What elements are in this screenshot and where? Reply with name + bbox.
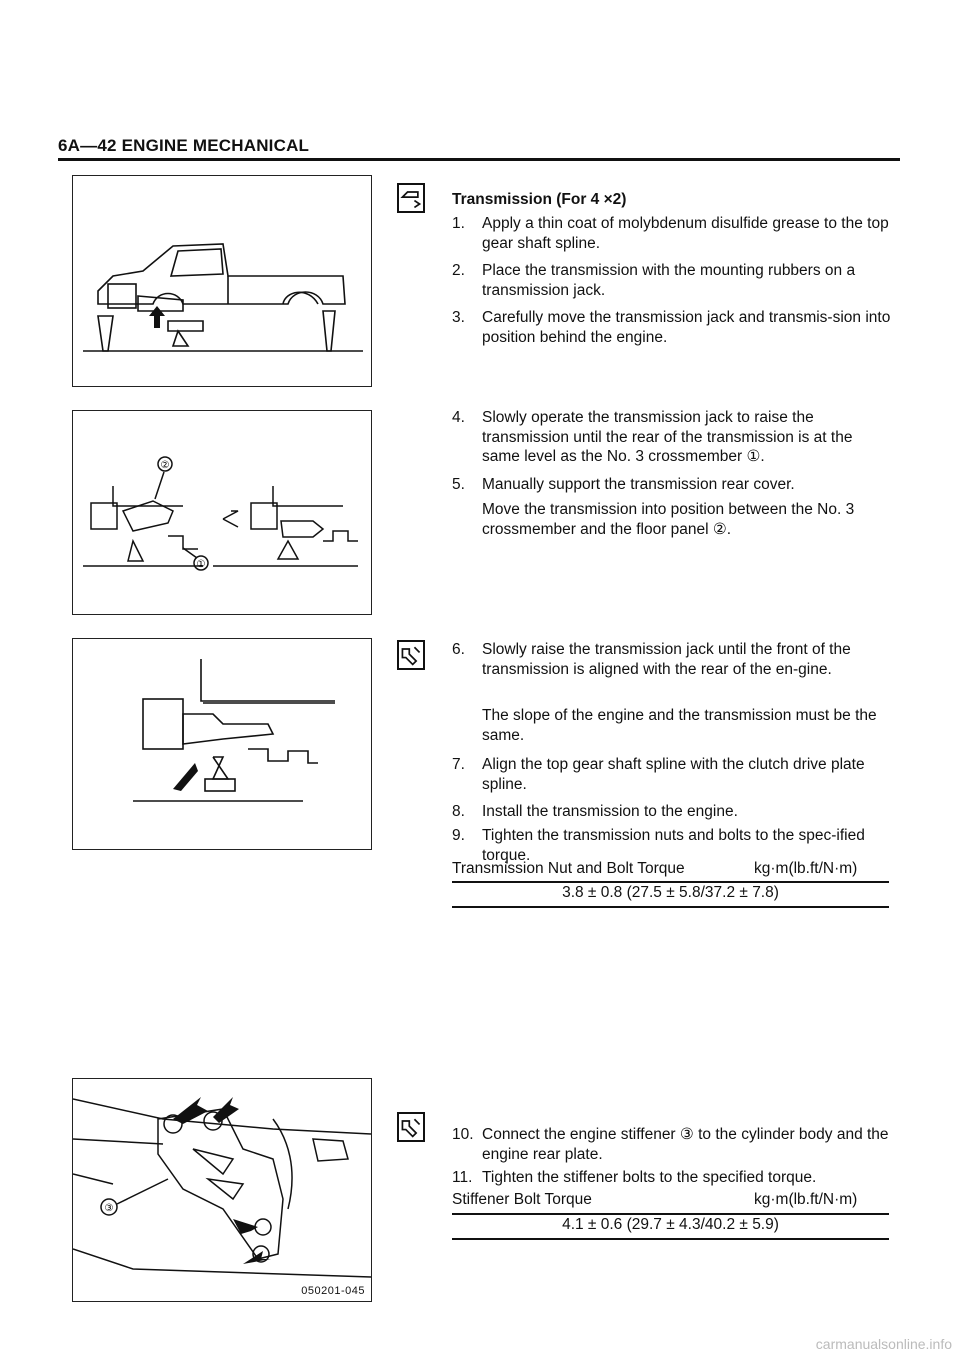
- step-item: [452, 755, 897, 795]
- step-number: 8.: [452, 803, 465, 820]
- step-text: Move the transmission into position between the No. 3 crossmember and the floor panel ②.: [482, 501, 855, 538]
- spec-unit: kg·m(lb.ft/N·m): [754, 860, 858, 877]
- step-item: [452, 408, 897, 468]
- step-number: 7.: [452, 756, 465, 773]
- step-item: [452, 214, 897, 254]
- install-icon: [397, 183, 425, 213]
- step-item: [452, 500, 897, 540]
- callout-1: ①: [196, 559, 206, 570]
- spec-value: 3.8 ± 0.8 (27.5 ± 5.8/37.2 ± 7.8): [562, 884, 779, 901]
- header-rule: [58, 158, 900, 161]
- step-item: [452, 475, 897, 495]
- step-item: [452, 802, 897, 822]
- truck-illustration: [73, 176, 371, 386]
- step-text: Manually support the transmission rear cover.: [482, 476, 795, 493]
- watermark: carmanualsonline.info: [815, 1336, 952, 1352]
- spec-rule: [452, 1213, 889, 1215]
- figure-truck-on-stands: [72, 175, 372, 387]
- figure-caption: 050201-045: [301, 1285, 365, 1297]
- step-text: Slowly operate the transmission jack to raise the transmission until the rear of the transmission is at the same level as the No. 3 crossmember ①.: [482, 409, 853, 465]
- callout-2: ②: [160, 460, 170, 471]
- step-number: 11.: [452, 1169, 473, 1186]
- spec-rule: [452, 881, 889, 883]
- step-text: Carefully move the transmission jack and transmis-sion into position behind the engine.: [482, 309, 891, 346]
- step-text: Tighten the stiffener bolts to the specified torque.: [482, 1169, 817, 1186]
- step-number: 9.: [452, 827, 465, 844]
- step-text: Tighten the transmission nuts and bolts to the spec-ified torque.: [482, 827, 865, 864]
- step-item: [452, 1125, 897, 1165]
- step-item: [452, 706, 897, 746]
- step-item: [452, 640, 897, 700]
- stiffener-illustration: [73, 1079, 371, 1301]
- step-text: Place the transmission with the mounting rubbers on a transmission jack.: [482, 262, 856, 299]
- step-number: 4.: [452, 409, 465, 426]
- section-title: Transmission (For 4 ×2): [452, 191, 627, 208]
- step-number: 6.: [452, 641, 465, 658]
- step-number: 3.: [452, 309, 465, 326]
- step-item: [452, 261, 897, 301]
- alignment-illustration: [73, 639, 371, 849]
- step-number: 10.: [452, 1126, 474, 1143]
- step-text: Apply a thin coat of molybdenum disulfide grease to the top gear shaft spline.: [482, 215, 889, 252]
- spec-label: Stiffener Bolt Torque: [452, 1191, 592, 1208]
- step-text: Slowly raise the transmission jack until the front of the transmission is aligned with the rear of the en-gine.: [482, 641, 851, 678]
- step-number: 1.: [452, 215, 465, 232]
- tighten-icon: [397, 640, 425, 670]
- step-item: [452, 308, 897, 348]
- step-number: 2.: [452, 262, 465, 279]
- step-text: Align the top gear shaft spline with the clutch drive plate spline.: [482, 756, 865, 793]
- spec-value: 4.1 ± 0.6 (29.7 ± 4.3/40.2 ± 5.9): [562, 1216, 779, 1233]
- figure-raise-transmission: [72, 410, 372, 615]
- page-header: 6A—42 ENGINE MECHANICAL: [58, 136, 310, 155]
- crossmember-illustration: [73, 411, 371, 614]
- step-text: The slope of the engine and the transmission must be the same.: [482, 707, 877, 744]
- spec-rule: [452, 1238, 889, 1240]
- step-item: [452, 1168, 897, 1188]
- step-text: Install the transmission to the engine.: [482, 803, 738, 820]
- figure-engine-stiffener: [72, 1078, 372, 1302]
- callout-3: ③: [104, 1203, 114, 1214]
- tighten-icon: [397, 1112, 425, 1142]
- step-text: Connect the engine stiffener ③ to the cylinder body and the engine rear plate.: [482, 1126, 889, 1163]
- figure-align-transmission: [72, 638, 372, 850]
- spec-label: Transmission Nut and Bolt Torque: [452, 860, 685, 877]
- step-number: 5.: [452, 476, 465, 493]
- spec-rule: [452, 906, 889, 908]
- spec-unit: kg·m(lb.ft/N·m): [754, 1191, 858, 1208]
